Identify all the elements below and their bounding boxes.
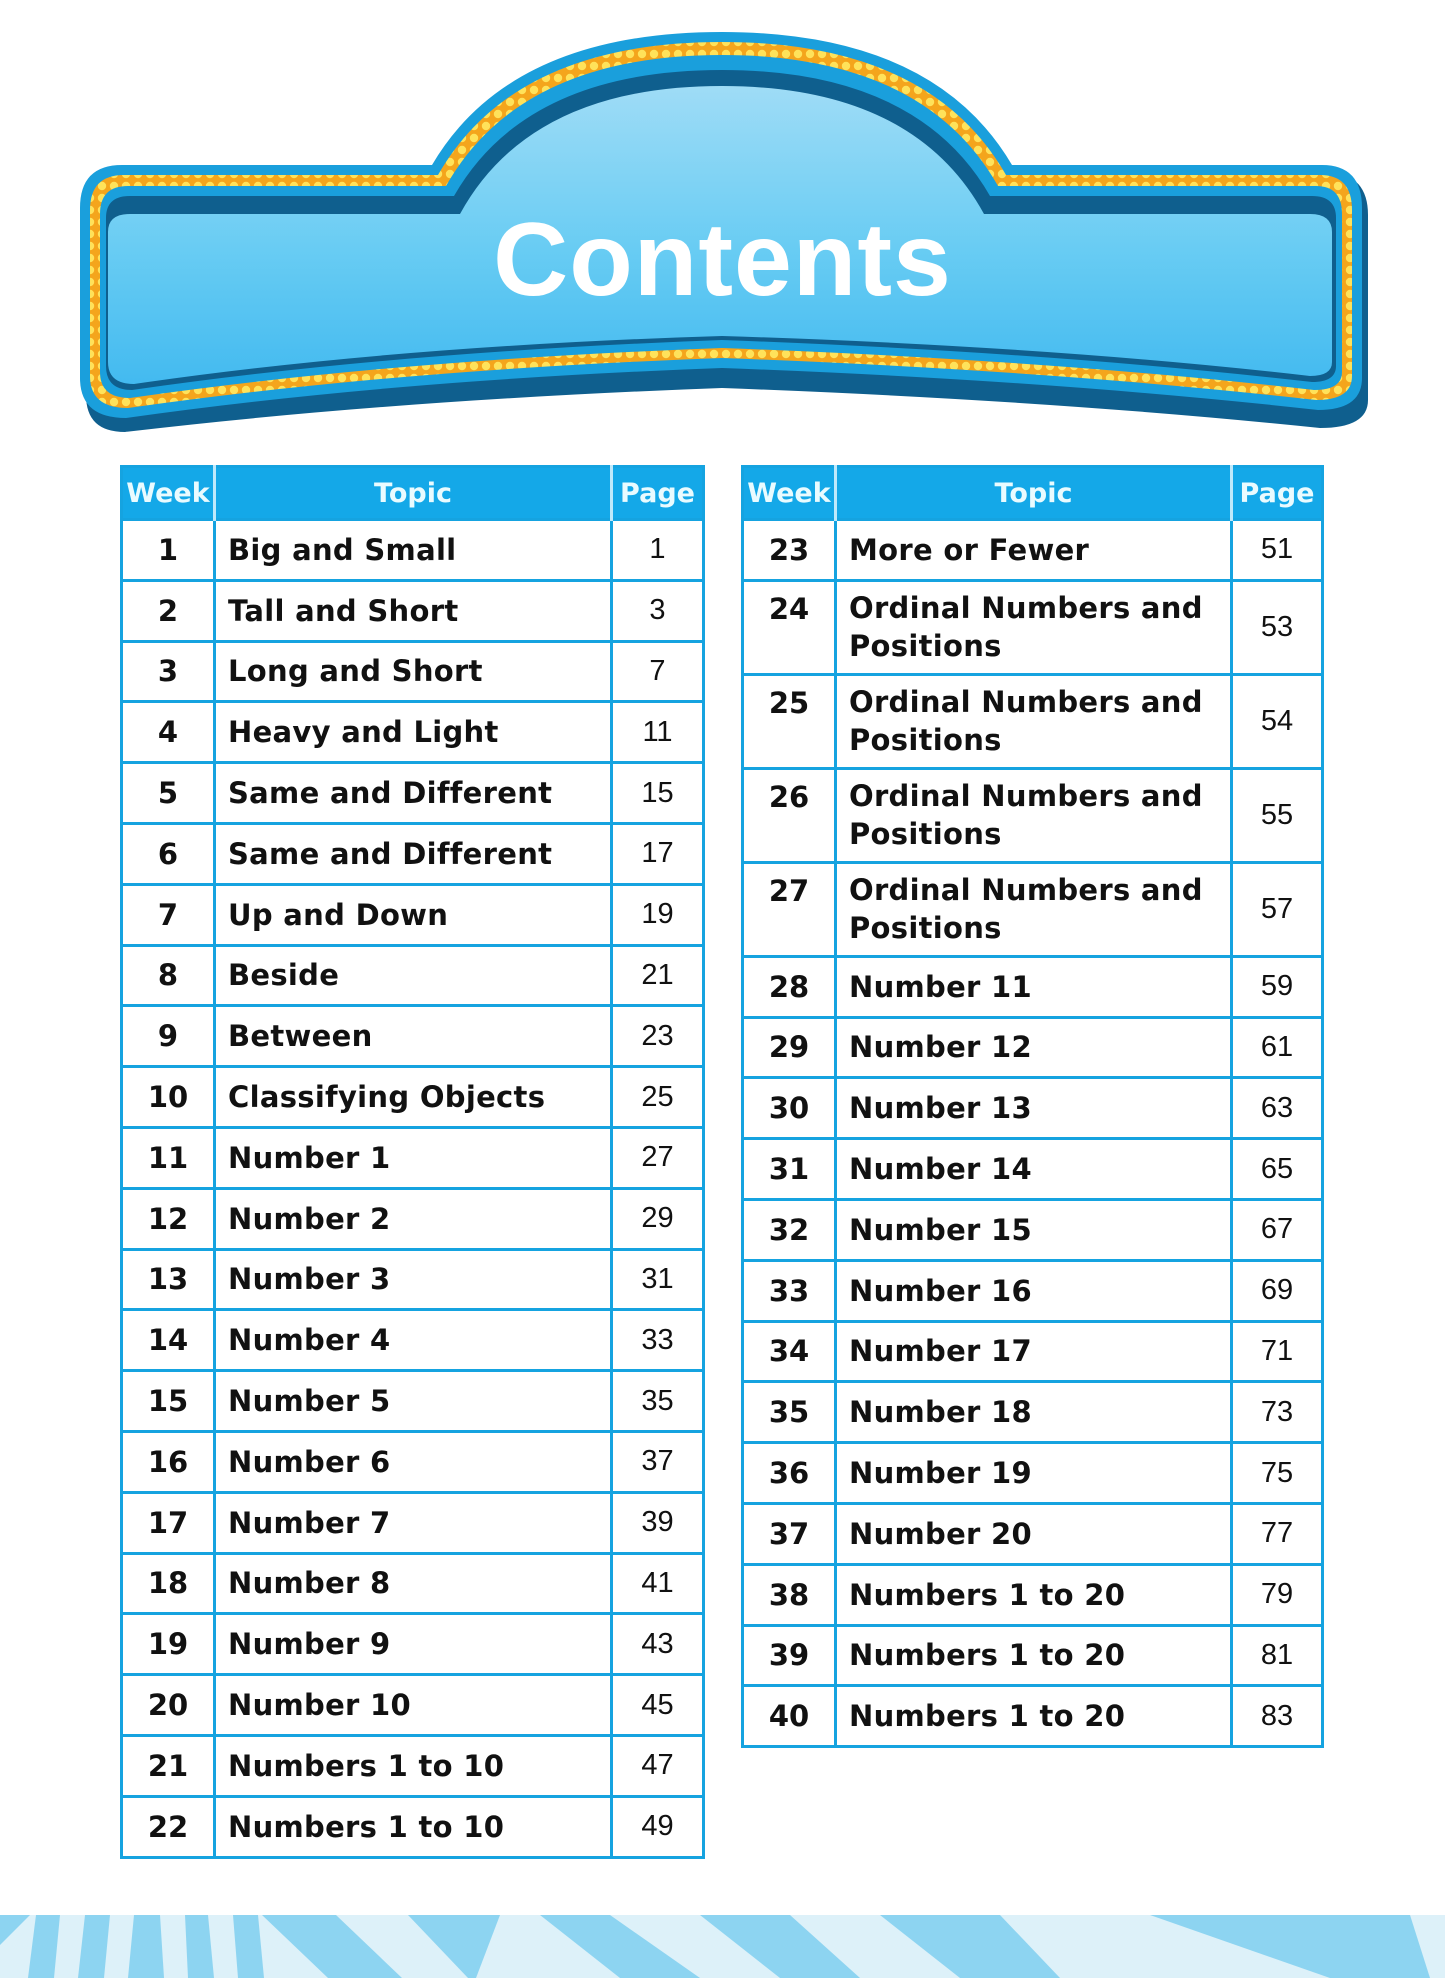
topic-title: Between <box>215 1006 612 1067</box>
topic-title: Ordinal Numbers and Positions <box>836 580 1232 674</box>
table-row <box>743 1382 1323 1443</box>
table-row <box>743 1321 1323 1382</box>
topic-title: Number 16 <box>836 1260 1232 1321</box>
table-row <box>122 1675 704 1736</box>
table-row <box>743 1199 1323 1260</box>
topic-title: Number 2 <box>215 1188 612 1249</box>
column-header-week: Week <box>122 467 215 520</box>
topic-title: Number 8 <box>215 1553 612 1614</box>
table-row <box>122 1371 704 1432</box>
week-number: 24 <box>743 580 836 674</box>
topic-title: Number 19 <box>836 1443 1232 1504</box>
page-number: 51 <box>1232 520 1323 581</box>
page-number: 35 <box>612 1371 704 1432</box>
column-header-page: Page <box>1232 467 1323 520</box>
topic-title: Number 10 <box>215 1675 612 1736</box>
page-number: 31 <box>612 1249 704 1310</box>
week-number: 11 <box>122 1127 215 1188</box>
page-number: 59 <box>1232 956 1323 1017</box>
week-number: 40 <box>743 1686 836 1747</box>
topic-title: Numbers 1 to 20 <box>836 1625 1232 1686</box>
topic-title: Numbers 1 to 10 <box>215 1735 612 1796</box>
topic-title: Numbers 1 to 20 <box>836 1686 1232 1747</box>
week-number: 36 <box>743 1443 836 1504</box>
table-row <box>122 823 704 884</box>
week-number: 10 <box>122 1067 215 1128</box>
table-row <box>122 1614 704 1675</box>
topic-title: Ordinal Numbers and Positions <box>836 768 1232 862</box>
column-header-topic: Topic <box>215 467 612 520</box>
topic-title: Number 15 <box>836 1199 1232 1260</box>
table-row <box>122 702 704 763</box>
column-header-week: Week <box>743 467 836 520</box>
table-row <box>743 862 1323 956</box>
week-number: 28 <box>743 956 836 1017</box>
page-number: 75 <box>1232 1443 1323 1504</box>
page-number: 1 <box>612 520 704 581</box>
table-row <box>122 1796 704 1857</box>
table-row <box>743 1017 1323 1078</box>
page-number: 23 <box>612 1006 704 1067</box>
week-number: 35 <box>743 1382 836 1443</box>
table-row <box>743 956 1323 1017</box>
topic-title: Number 20 <box>836 1503 1232 1564</box>
topic-title: Numbers 1 to 10 <box>215 1796 612 1857</box>
table-row <box>122 1067 704 1128</box>
table-row <box>122 1735 704 1796</box>
table-row <box>743 1564 1323 1625</box>
table-row <box>743 1139 1323 1200</box>
week-number: 29 <box>743 1017 836 1078</box>
week-number: 2 <box>122 580 215 641</box>
page-number: 3 <box>612 580 704 641</box>
week-number: 23 <box>743 520 836 581</box>
week-number: 25 <box>743 674 836 768</box>
table-row <box>743 1625 1323 1686</box>
week-number: 7 <box>122 884 215 945</box>
table-row <box>743 580 1323 674</box>
page-number: 15 <box>612 763 704 824</box>
table-row <box>122 1188 704 1249</box>
table-row <box>122 1310 704 1371</box>
table-row <box>743 1260 1323 1321</box>
page-title: Contents <box>493 202 952 318</box>
page-number: 67 <box>1232 1199 1323 1260</box>
table-row <box>122 1127 704 1188</box>
column-header-topic: Topic <box>836 467 1232 520</box>
table-row <box>743 520 1323 581</box>
topic-title: Number 14 <box>836 1139 1232 1200</box>
table-row <box>122 1553 704 1614</box>
table-row <box>122 884 704 945</box>
page-number: 25 <box>612 1067 704 1128</box>
page-number: 81 <box>1232 1625 1323 1686</box>
table-row <box>743 1503 1323 1564</box>
topic-title: Heavy and Light <box>215 702 612 763</box>
page-number: 47 <box>612 1735 704 1796</box>
page-number: 27 <box>612 1127 704 1188</box>
table-body-left <box>122 520 704 1858</box>
table-row <box>122 641 704 702</box>
topic-title: Long and Short <box>215 641 612 702</box>
table-row <box>122 580 704 641</box>
page-number: 53 <box>1232 580 1323 674</box>
week-number: 39 <box>743 1625 836 1686</box>
table-row <box>122 945 704 1006</box>
topic-title: Numbers 1 to 20 <box>836 1564 1232 1625</box>
topic-title: Ordinal Numbers and Positions <box>836 862 1232 956</box>
week-number: 5 <box>122 763 215 824</box>
table-header <box>743 467 1323 520</box>
week-number: 17 <box>122 1492 215 1553</box>
table-row <box>122 520 704 581</box>
table-row <box>743 768 1323 862</box>
topic-title: Same and Different <box>215 823 612 884</box>
topic-title: Up and Down <box>215 884 612 945</box>
week-number: 27 <box>743 862 836 956</box>
contents-table-right <box>741 465 1324 1748</box>
week-number: 20 <box>122 1675 215 1736</box>
page-number: 65 <box>1232 1139 1323 1200</box>
topic-title: Number 5 <box>215 1371 612 1432</box>
topic-title: Number 12 <box>836 1017 1232 1078</box>
week-number: 4 <box>122 702 215 763</box>
page-number: 71 <box>1232 1321 1323 1382</box>
week-number: 19 <box>122 1614 215 1675</box>
week-number: 13 <box>122 1249 215 1310</box>
table-row <box>122 1492 704 1553</box>
table-row <box>743 674 1323 768</box>
table-row <box>743 1686 1323 1747</box>
contents-table-left <box>120 465 705 1859</box>
topic-title: Number 6 <box>215 1431 612 1492</box>
week-number: 3 <box>122 641 215 702</box>
week-number: 6 <box>122 823 215 884</box>
topic-title: Classifying Objects <box>215 1067 612 1128</box>
table-row <box>743 1078 1323 1139</box>
topic-title: Number 17 <box>836 1321 1232 1382</box>
topic-title: Number 9 <box>215 1614 612 1675</box>
page-number: 83 <box>1232 1686 1323 1747</box>
topic-title: Number 18 <box>836 1382 1232 1443</box>
page-number: 43 <box>612 1614 704 1675</box>
table-row <box>743 1443 1323 1504</box>
table-row <box>122 1431 704 1492</box>
week-number: 14 <box>122 1310 215 1371</box>
page-number: 37 <box>612 1431 704 1492</box>
week-number: 9 <box>122 1006 215 1067</box>
page-number: 55 <box>1232 768 1323 862</box>
week-number: 30 <box>743 1078 836 1139</box>
week-number: 26 <box>743 768 836 862</box>
topic-title: Number 3 <box>215 1249 612 1310</box>
week-number: 38 <box>743 1564 836 1625</box>
topic-title: More or Fewer <box>836 520 1232 581</box>
week-number: 12 <box>122 1188 215 1249</box>
column-header-page: Page <box>612 467 704 520</box>
table-body-right <box>743 520 1323 1747</box>
topic-title: Tall and Short <box>215 580 612 641</box>
week-number: 37 <box>743 1503 836 1564</box>
page-number: 39 <box>612 1492 704 1553</box>
topic-title: Number 11 <box>836 956 1232 1017</box>
page-number: 29 <box>612 1188 704 1249</box>
topic-title: Beside <box>215 945 612 1006</box>
table-row <box>122 1006 704 1067</box>
page-number: 73 <box>1232 1382 1323 1443</box>
page-number: 41 <box>612 1553 704 1614</box>
week-number: 22 <box>122 1796 215 1857</box>
table-header <box>122 467 704 520</box>
table-row <box>122 763 704 824</box>
page-number: 21 <box>612 945 704 1006</box>
topic-title: Number 13 <box>836 1078 1232 1139</box>
page-number: 11 <box>612 702 704 763</box>
topic-title: Number 4 <box>215 1310 612 1371</box>
topic-title: Number 1 <box>215 1127 612 1188</box>
page-number: 79 <box>1232 1564 1323 1625</box>
week-number: 15 <box>122 1371 215 1432</box>
page-number: 57 <box>1232 862 1323 956</box>
week-number: 21 <box>122 1735 215 1796</box>
topic-title: Number 7 <box>215 1492 612 1553</box>
week-number: 34 <box>743 1321 836 1382</box>
topic-title: Same and Different <box>215 763 612 824</box>
page-number: 7 <box>612 641 704 702</box>
page-number: 45 <box>612 1675 704 1736</box>
page-number: 77 <box>1232 1503 1323 1564</box>
page-number: 61 <box>1232 1017 1323 1078</box>
week-number: 32 <box>743 1199 836 1260</box>
page-number: 19 <box>612 884 704 945</box>
topic-title: Big and Small <box>215 520 612 581</box>
week-number: 18 <box>122 1553 215 1614</box>
page-number: 49 <box>612 1796 704 1857</box>
week-number: 33 <box>743 1260 836 1321</box>
week-number: 8 <box>122 945 215 1006</box>
week-number: 31 <box>743 1139 836 1200</box>
page-number: 69 <box>1232 1260 1323 1321</box>
page-number: 17 <box>612 823 704 884</box>
week-number: 16 <box>122 1431 215 1492</box>
decorative-stripes <box>0 1915 1445 1978</box>
page-number: 33 <box>612 1310 704 1371</box>
page-number: 63 <box>1232 1078 1323 1139</box>
week-number: 1 <box>122 520 215 581</box>
table-row <box>122 1249 704 1310</box>
page-number: 54 <box>1232 674 1323 768</box>
topic-title: Ordinal Numbers and Positions <box>836 674 1232 768</box>
